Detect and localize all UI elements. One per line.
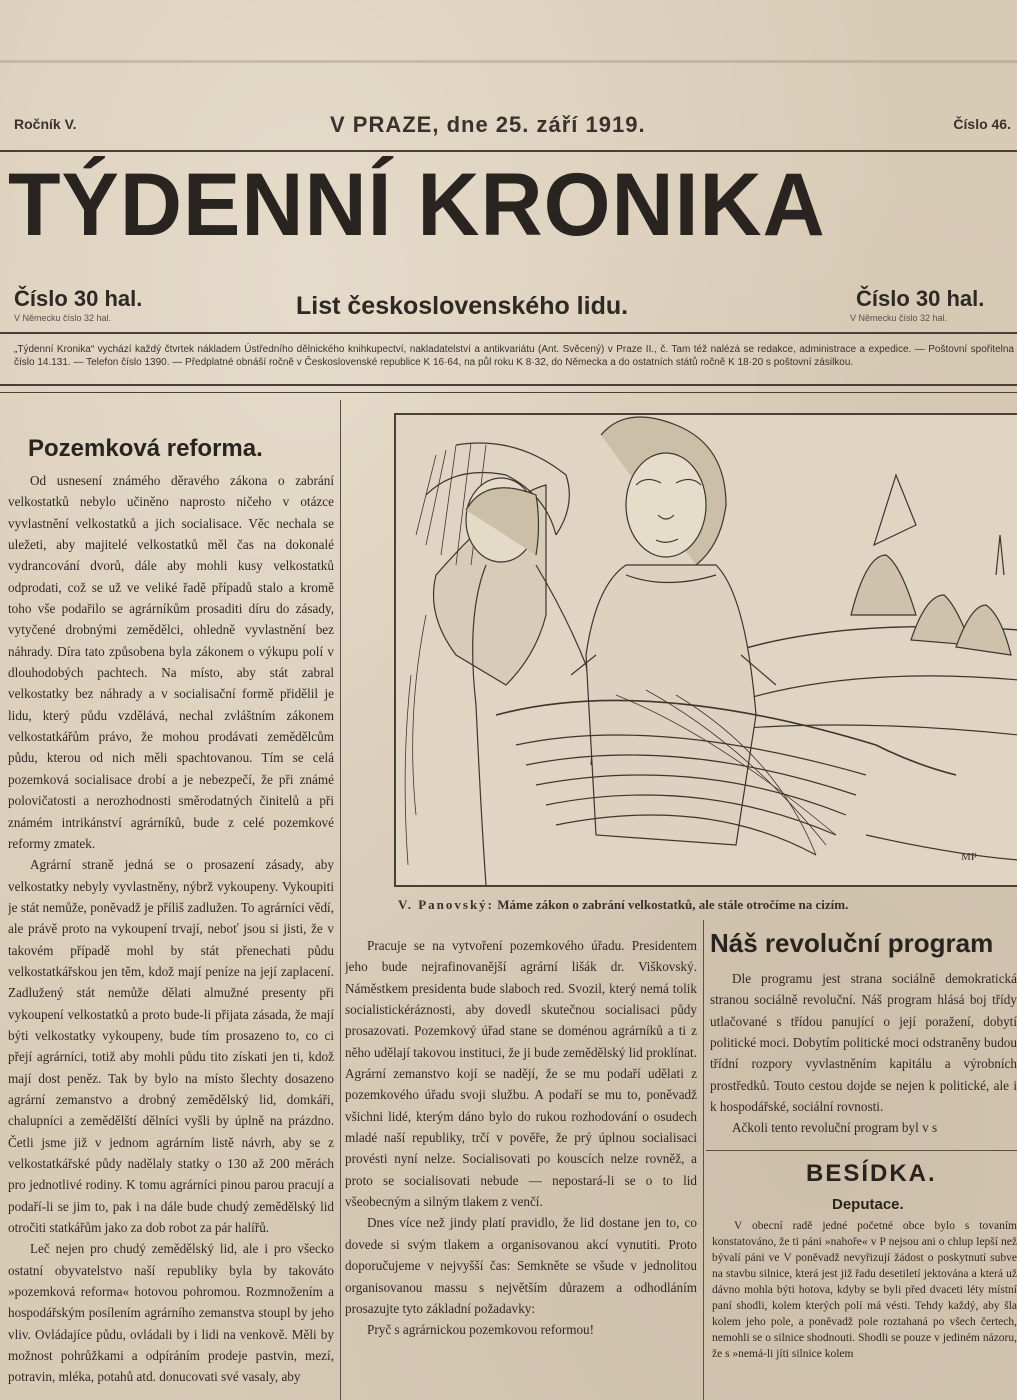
article-paragraph: Pryč s agrárnickou pozemkovou reformou!: [367, 1322, 595, 1338]
price-right-note: V Německu číslo 32 hal.: [850, 313, 948, 323]
section-title-besidka: BESÍDKA.: [806, 1160, 937, 1187]
masthead-title: TÝDENNÍ KRONIKA: [8, 154, 826, 255]
illustration-signature: MP: [961, 851, 977, 863]
publisher-notice: „Týdenní Kronika“ vychází každý čtvrtek nákladem Ústředního dělnického knihkupectví, nakladatelství a antikvariátu (Ant. Svěcený) v Praze II., č. Tam též nalézá se redakce, administrace a expedice. — Poštovní spořitelna číslo 14.131. — Telefon číslo 1390. — Předplatné obnáší ročně v Československé republice K 16·64, na půl roku K 8·32, do Německa a do ostatních států ročně K 18·20 s poštovní zásilkou.: [14, 344, 1014, 368]
illustration-caption: [398, 897, 1017, 913]
article-paragraph: Od usnesení známého děravého zákona o zabrání velkostatků nebylo učiněno naprosto ničeho v otázce vyvlastnění velkostatků a jich socialisace. Věc nechala se uležeti, aby majitelé velkostatků měl čas na dokonalé vydrancování dvorů, dále aby mohli kusy velkostatků odprodati, což se už ve veliké řadě případů stalo a kromě toho vše podařilo se agrárníkům prosaditi díru do zásady, vytyčené drobnými zemědělci, ohledně vyvlastnění bez náhrady. Díra tato způsobena byla zákonem o výkupu polí v dlouhodobých pachtech. Na místo, aby stát zabral velkostatky bez náhrady a v socialisační formě přidělil je lidu, který půdu vzdělává, nechal zvláštním zákonem velkostatkářům právo, že mohou prodávati zemědělcům půdu, kterou od nich měli spachtovanou. Tím se celá pozemková socialisace drobí a je nebezpečí, že při známé polovičatosti a nerozhodnosti směrodatných činitelů a při známém intrikánství agrárníků, bude z celé pozemkové reformy zmatek.: [8, 473, 334, 851]
article-paragraph: Agrární straně jedná se o prosazení zásady, aby velkostatky nebyly vyvlastněny, nýbrž vykoupeny. Vykoupiti je stát nemůže, poněvadž je příliš zadlužen. To agrárníci vědí, ale právě proto na vykoupení trvají, neboť jsou si jisti, že v takovém případě mohl by stát přenechati půdu velkostatkářskou jen těm, kdož mají peníze na její zaplacení. Zadlužený stát nemůže dělati almužné presenty při vykoupení velkostatků a proto bude-li přijata zásada, že mají býti velkostatky vykoupeny, bude tím prosazeno to, co ci přejí agrárníci, totiž aby mohli půdu tito získati jen ti, kdož mají dost peněz. Tak by bylo na místo šlechty dosazeno agrární zemanstvo a drobný zemědělský lid, domkáři, chalupníci a zemědělští dělníci vyšli by úplně na prázdno. Četli jsme již v jednom agrárním listě návrh, aby se z velkostatkářské půdy nadělaly statky o 130 až 200 měrách pro jednotlivé rodiny. K tomu agrárníci pinou parou pracují a podaří-li se jim to, pak i na dále bude chudý zemědělský lid otročiti statkářům jako za dob robot za pár halířů.: [8, 857, 334, 1236]
article-title-revolucni-program: Náš revoluční program: [710, 928, 994, 958]
fold-line: [0, 60, 1017, 63]
article-paragraph: Ačkoli tento revoluční program byl v s: [732, 1120, 938, 1136]
story-title-deputace: Deputace.: [832, 1196, 904, 1213]
article-paragraph: Dle programu jest strana sociálně demokratická stranou sociálně revoluční. Náš program hlásá boj třídy utlačované s třídou panující o její poražení, dobytí politické moci. Dobytím politické moci odstraněny budou třídní rozpory vyvlastněním kapitálu a výrobních prostředků. Touto cestou dojde se nejen k politické, ale i k hospodářské, sociální rovnosti.: [710, 971, 1017, 1115]
dateline: V PRAZE, dne 25. září 1919.: [330, 112, 646, 137]
section-divider-besidka: [706, 1150, 1017, 1151]
article-body-pozemkovy-urad: [345, 935, 697, 1400]
story-body-deputace: [712, 1218, 1017, 1400]
article-paragraph: Pracuje se na vytvoření pozemkového úřadu. Presidentem jeho bude nejrafinovanější agrární lišák dr. Viškovský. Náměstkem presidenta bude slaboch red. Svozil, který nemá tolik socialistickéráznosti, aby dovedl skutečnou socialisaci půdy prosazovati. Pozemkový úřad stane se doménou agrárníků a ti z něho udělají takovou instituci, že ji bude zemědělský lid proklínat. Agrární zemanstvo kojí se nadějí, že se mu podaří udělati z pozemkového úřadu svoji službu. A podaří se mu to, poněvadž všichni lidé, kterým dáno bylo do rukou rozhodování o osudech mladé naší republiky, trčí v pověře, že prý úplnou socialisaci provésti nyní nelze. Socialisovati po kouscích nelze rovněž, a proto se socialisovati nebude — nepostará-li se o to lid všeobecným a silným tlakem z venčí.: [345, 938, 697, 1210]
caption-author: V. Panovský:: [398, 897, 495, 912]
masthead-rule: [0, 332, 1017, 334]
volume-label: Ročník V.: [14, 116, 77, 132]
illustration-harvest-women: [394, 413, 1017, 887]
illustration-drawing: [396, 415, 1017, 885]
column-divider-1: [340, 400, 341, 1400]
article-title-pozemkova-reforma: Pozemková reforma.: [28, 435, 263, 462]
masthead-subtitle: List československého lidu.: [296, 292, 629, 320]
notice-rule-top: [0, 384, 1017, 386]
issue-number: Číslo 46.: [953, 116, 1011, 132]
price-left: Číslo 30 hal.: [14, 286, 143, 311]
article-body-pozemkova-reforma: [8, 470, 334, 1400]
article-body-revolucni-program: [710, 968, 1017, 1158]
article-paragraph: Dnes více než jindy platí pravidlo, že lid dostane jen to, co dovede si svým tlakem a organisovanou akcí vynutiti. Proto doporučujeme v nejvyšší čas: Semkněte se všude v jednolitou organisovanou massu s největším důrazem a odhodláním prosazujte tyto základní požadavky:: [345, 1215, 697, 1316]
price-left-note: V Německu číslo 32 hal.: [14, 313, 112, 323]
caption-text: Máme zákon o zabrání velkostatků, ale stále otročíme na cizím.: [497, 897, 849, 912]
article-paragraph: Leč nejen pro chudý zemědělský lid, ale i pro všecko ostatní obyvatelstvo naší republiky byla by takováto »pozemková reforma« hotovou pohromou. Rozmnožením a hospodářským posílením agrárního zemanstva stoupl by jeho vliv. Ovládajíce půdu, ovládali by i lidi na venkově. Měli by možnost pohrůžkami a odpíráním prodeje pastvin, mezí, potravin, mléka, potahů atd. donucovati své vasaly, aby: [8, 1241, 334, 1385]
story-paragraph: V obecní radě jedné početné obce bylo s tovaním konstatováno, že ti páni »nahoře« v P nejsou ani o chlup lepší než bývalí páni ve V poněvadž nevyřizují žádost o poskytnutí subve na stavbu silnice, která jest již řadu desetiletí jektována a která už dávno mohla býti hotova, kdyby se byli před dvaceti léty místní paní shodli, kolem kterých polí má vésti. Tehdy každý, aby šla kolem jeho pole, a poněvadž pole roztahaná po všech čertech, nemohli se o silnice shodnouti. Shodli se pouze v jediném názoru, že s »nemá-li jíti silnice kolem: [712, 1220, 1017, 1360]
column-divider-2: [703, 920, 704, 1400]
price-right: Číslo 30 hal.: [856, 286, 985, 311]
notice-rule-bottom: [0, 392, 1017, 393]
header-rule: [0, 150, 1017, 152]
